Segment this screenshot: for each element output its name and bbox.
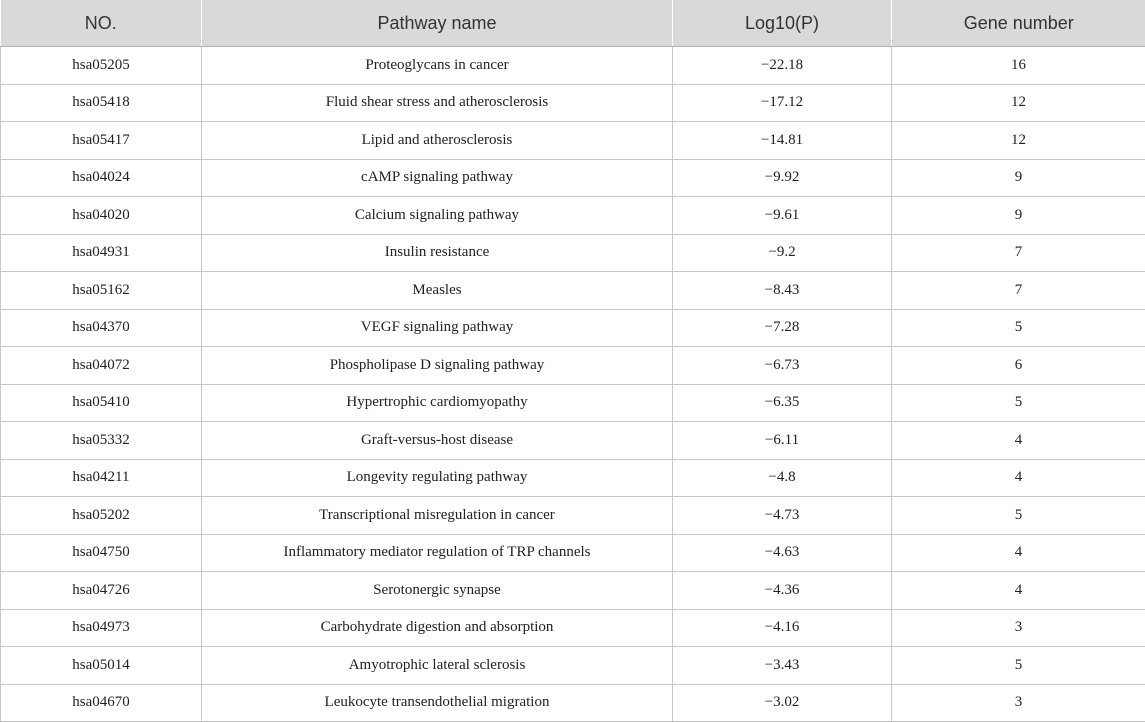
cell-gene-number: 5 [892,497,1145,535]
header-pathway-name: Pathway name [202,0,673,47]
cell-log10p: −8.43 [673,272,892,310]
cell-pathway-id: hsa05162 [1,272,202,310]
cell-log10p: −6.11 [673,422,892,460]
cell-pathway-name: Serotonergic synapse [202,572,673,610]
cell-log10p: −22.18 [673,47,892,85]
cell-pathway-id: hsa04211 [1,459,202,497]
cell-pathway-name: Phospholipase D signaling pathway [202,347,673,385]
cell-gene-number: 16 [892,47,1145,85]
cell-gene-number: 7 [892,234,1145,272]
cell-pathway-id: hsa05332 [1,422,202,460]
cell-pathway-name: Longevity regulating pathway [202,459,673,497]
cell-gene-number: 4 [892,534,1145,572]
table-row [1,197,1145,235]
cell-log10p: −4.63 [673,534,892,572]
cell-log10p: −3.02 [673,684,892,722]
cell-pathway-name: Insulin resistance [202,234,673,272]
cell-pathway-name: Calcium signaling pathway [202,197,673,235]
cell-pathway-id: hsa04020 [1,197,202,235]
cell-pathway-id: hsa04072 [1,347,202,385]
cell-gene-number: 9 [892,197,1145,235]
cell-gene-number: 5 [892,647,1145,685]
table-row [1,684,1145,722]
table-row [1,384,1145,422]
cell-pathway-name: Measles [202,272,673,310]
cell-pathway-name: Hypertrophic cardiomyopathy [202,384,673,422]
cell-pathway-name: VEGF signaling pathway [202,309,673,347]
cell-gene-number: 9 [892,159,1145,197]
header-gene-number: Gene number [892,0,1145,47]
cell-log10p: −4.73 [673,497,892,535]
cell-gene-number: 5 [892,384,1145,422]
cell-pathway-name: Graft-versus-host disease [202,422,673,460]
cell-pathway-id: hsa04370 [1,309,202,347]
cell-pathway-id: hsa05418 [1,84,202,122]
cell-gene-number: 4 [892,572,1145,610]
cell-gene-number: 4 [892,459,1145,497]
table-row [1,309,1145,347]
table-body [1,47,1145,722]
cell-log10p: −4.8 [673,459,892,497]
cell-pathway-id: hsa04726 [1,572,202,610]
cell-gene-number: 6 [892,347,1145,385]
cell-log10p: −9.2 [673,234,892,272]
cell-gene-number: 3 [892,609,1145,647]
cell-pathway-id: hsa04750 [1,534,202,572]
table-row [1,422,1145,460]
cell-pathway-name: cAMP signaling pathway [202,159,673,197]
cell-pathway-id: hsa05410 [1,384,202,422]
cell-log10p: −9.92 [673,159,892,197]
cell-pathway-id: hsa04973 [1,609,202,647]
table-row [1,84,1145,122]
table-header-row [1,0,1145,47]
cell-pathway-id: hsa05417 [1,122,202,160]
cell-gene-number: 12 [892,122,1145,160]
cell-log10p: −3.43 [673,647,892,685]
table-row [1,272,1145,310]
cell-log10p: −4.36 [673,572,892,610]
cell-log10p: −6.35 [673,384,892,422]
cell-pathway-id: hsa04670 [1,684,202,722]
cell-gene-number: 3 [892,684,1145,722]
cell-pathway-name: Inflammatory mediator regulation of TRP channels [202,534,673,572]
table-row [1,47,1145,85]
table-row [1,459,1145,497]
cell-pathway-id: hsa04931 [1,234,202,272]
cell-pathway-name: Proteoglycans in cancer [202,47,673,85]
table-row [1,347,1145,385]
cell-log10p: −14.81 [673,122,892,160]
cell-pathway-name: Transcriptional misregulation in cancer [202,497,673,535]
cell-log10p: −7.28 [673,309,892,347]
table-row [1,234,1145,272]
table-row [1,609,1145,647]
cell-pathway-name: Leukocyte transendothelial migration [202,684,673,722]
cell-log10p: −6.73 [673,347,892,385]
table-row [1,497,1145,535]
cell-pathway-name: Amyotrophic lateral sclerosis [202,647,673,685]
table-row [1,647,1145,685]
cell-pathway-id: hsa04024 [1,159,202,197]
cell-log10p: −17.12 [673,84,892,122]
header-no: NO. [1,0,202,47]
cell-gene-number: 7 [892,272,1145,310]
cell-gene-number: 12 [892,84,1145,122]
cell-gene-number: 5 [892,309,1145,347]
table-row [1,159,1145,197]
table-row [1,534,1145,572]
cell-pathway-id: hsa05202 [1,497,202,535]
cell-pathway-id: hsa05014 [1,647,202,685]
header-log10p: Log10(P) [673,0,892,47]
cell-log10p: −4.16 [673,609,892,647]
cell-gene-number: 4 [892,422,1145,460]
table-row [1,122,1145,160]
cell-pathway-name: Carbohydrate digestion and absorption [202,609,673,647]
table-row [1,572,1145,610]
cell-pathway-name: Fluid shear stress and atherosclerosis [202,84,673,122]
cell-pathway-id: hsa05205 [1,47,202,85]
cell-log10p: −9.61 [673,197,892,235]
cell-pathway-name: Lipid and atherosclerosis [202,122,673,160]
